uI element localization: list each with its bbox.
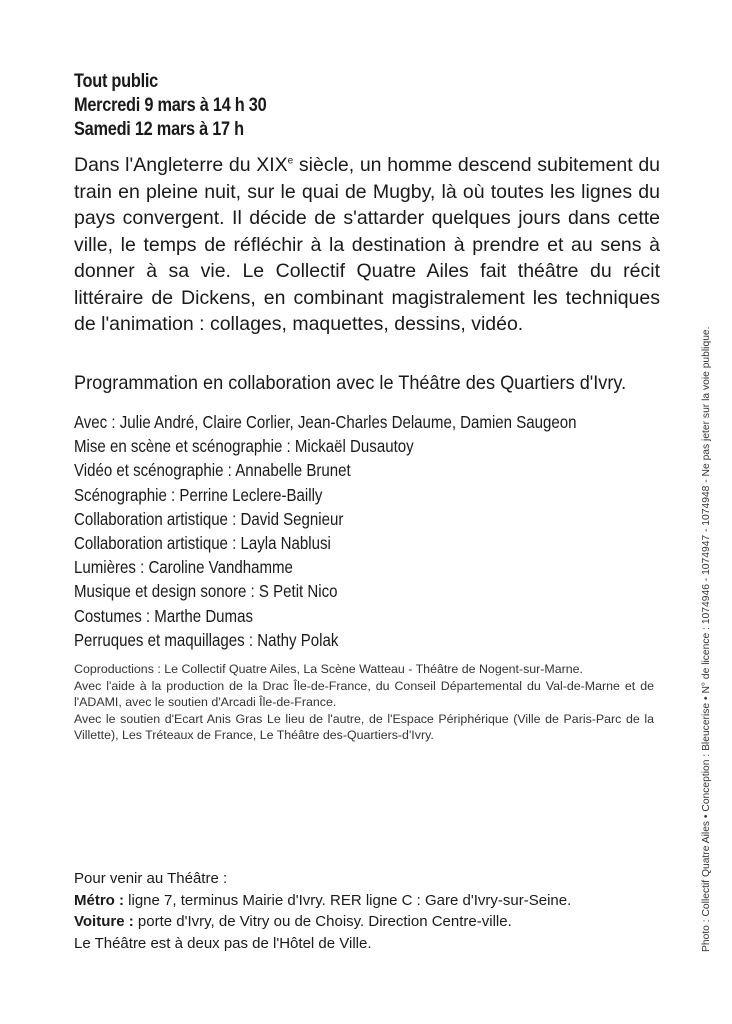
- vertical-credits-note: Photo : Collectif Quatre Ailes • Conception : Bleucerise • N° de licence : 1074946 - 1074947 - 1074948 - Ne pas jeter sur la voie publique.: [701, 326, 712, 952]
- support-line: Avec le soutien d'Ecart Anis Gras Le lieu de l'autre, de l'Espace Périphérique (Ville de Paris-Parc de la Villette), Les Tréteaux de France, Le Théâtre des-Quartiers-d'Ivry.: [74, 711, 654, 743]
- performance-date-1: Mercredi 9 mars à 14 h 30: [74, 95, 267, 116]
- audience-label: Tout public: [74, 71, 158, 92]
- credit-line: Collaboration artistique : David Segnieur: [74, 508, 344, 529]
- century-superscript: e: [287, 155, 294, 167]
- production-support-line: Avec l'aide à la production de la Drac Île-de-France, du Conseil Départemental du Val-de-Marne et de l'ADAMI, avec le soutien d'Arcadi Île-de-France.: [74, 678, 654, 710]
- credit-line: Collaboration artistique : Layla Nablusi: [74, 533, 331, 554]
- metro-label: Métro :: [74, 891, 124, 909]
- synopsis-paragraph: [74, 152, 660, 338]
- credit-line: Avec : Julie André, Claire Corlier, Jean-Charles Delaume, Damien Saugeon: [74, 412, 577, 432]
- car-label: Voiture :: [74, 913, 134, 930]
- event-header: [74, 70, 674, 142]
- performance-date-2: Samedi 12 mars à 17 h: [74, 119, 244, 140]
- coproductions-line: Coproductions : Le Collectif Quatre Ailes, La Scène Watteau - Théâtre de Nogent-sur-Marne.: [74, 662, 583, 676]
- access-info: [74, 868, 674, 954]
- synopsis-rest: siècle, un homme descend subitement du train en pleine nuit, sur le quai de Mugby, là où toutes les lignes du pays convergent. Il décide de s'attarder quelques jours dans cette ville, le temps de réfléchir à la destination à prendre et au sens à donner à sa vie. Le Collectif Quatre Ailes fait théâtre du récit littéraire de Dickens, en combinant magistralement les techniques de l'animation : collages, maquettes, dessins, vidéo.: [74, 154, 661, 335]
- credit-line: Scénographie : Perrine Leclere-Bailly: [74, 484, 323, 505]
- metro-text: ligne 7, terminus Mairie d'Ivry. RER ligne C : Gare d'Ivry-sur-Seine.: [124, 891, 572, 909]
- programmation-note: Programmation en collaboration avec le Théâtre des Quartiers d'Ivry.: [74, 372, 627, 394]
- credit-line: Vidéo et scénographie : Annabelle Brunet: [74, 460, 351, 481]
- credit-line: Costumes : Marthe Dumas: [74, 605, 253, 626]
- synopsis-start: Dans l'Angleterre du XIX: [74, 154, 288, 176]
- metro-line: [74, 890, 674, 912]
- access-heading: Pour venir au Théâtre :: [74, 870, 228, 887]
- credit-line: Mise en scène et scénographie : Mickaël Dusautoy: [74, 436, 414, 457]
- credits-list: [74, 410, 694, 652]
- credit-line: Lumières : Caroline Vandhamme: [74, 557, 293, 578]
- credit-line: Perruques et maquillages : Nathy Polak: [74, 629, 339, 650]
- access-closing: Le Théâtre est à deux pas de l'Hôtel de Ville.: [74, 934, 372, 952]
- car-line: [74, 911, 674, 933]
- credit-line: Musique et design sonore : S Petit Nico: [74, 581, 338, 602]
- coproductions-block: [74, 661, 654, 744]
- car-text: porte d'Ivry, de Vitry ou de Choisy. Direction Centre-ville.: [133, 913, 512, 930]
